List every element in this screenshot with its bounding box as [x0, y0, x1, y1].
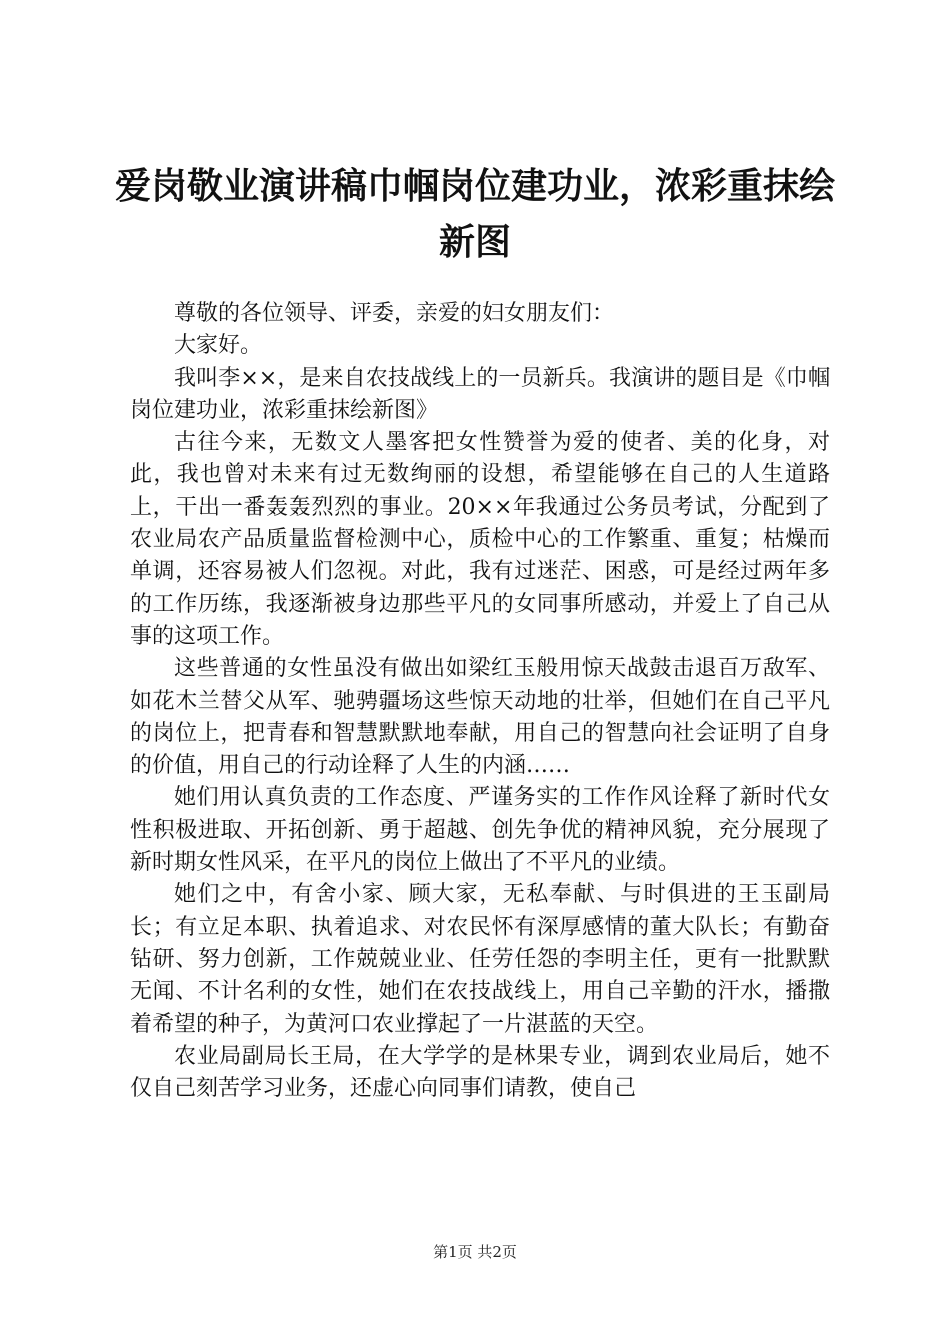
- document-body: [130, 298, 830, 1105]
- body-paragraph: 古往今来，无数文人墨客把女性赞誉为爱的使者、美的化身，对此，我也曾对未来有过无数绚丽的设想，希望能够在自己的人生道路上，干出一番轰轰烈烈的事业。20××年我通过公务员考试，分配到了农业局农产品质量监督检测中心，质检中心的工作繁重、重复；枯燥而单调，还容易被人们忽视。对此，我有过迷茫、困惑，可是经过两年多的工作历练，我逐渐被身边那些平凡的女同事所感动，并爱上了自己从事的这项工作。: [130, 430, 830, 649]
- body-paragraph: 她们用认真负责的工作态度、严谨务实的工作作风诠释了新时代女性积极进取、开拓创新、勇于超越、创先争优的精神风貌，充分展现了新时期女性风采，在平凡的岗位上做出了不平凡的业绩。: [130, 785, 830, 876]
- body-paragraph: 农业局副局长王局，在大学学的是林果专业，调到农业局后，她不仅自己刻苦学习业务，还虚心向同事们请教，使自己: [130, 1043, 830, 1102]
- body-paragraph: 这些普通的女性虽没有做出如梁红玉般用惊天战鼓击退百万敌军、如花木兰替父从军、驰骋疆场这些惊天动地的壮举，但她们在自己平凡的岗位上，把青春和智慧默默地奉献，用自己的智慧向社会证明了自身的价值，用自己的行动诠释了人生的内涵……: [130, 656, 830, 779]
- document-title-line-1: 爱岗敬业演讲稿巾帼岗位建功业，浓彩重抹绘: [114, 165, 835, 207]
- body-paragraph: 她们之中，有舍小家、顾大家，无私奉献、与时俱进的王玉副局长；有立足本职、执着追求、对农民怀有深厚感情的董大队长；有勤奋钻研、努力创新，工作兢兢业业、任劳任怨的李明主任，更有一批默默无闻、不计名利的女性，她们在农技战线上，用自己辛勤的汗水，播撒着希望的种子，为黄河口农业撑起了一片湛蓝的天空。: [130, 882, 830, 1037]
- body-paragraph: 我叫李××，是来自农技战线上的一员新兵。我演讲的题目是《巾帼岗位建功业，浓彩重抹绘新图》: [130, 365, 830, 423]
- salutation-paragraph: 尊敬的各位领导、评委，亲爱的妇女朋友们：: [174, 301, 615, 326]
- greeting-paragraph: 大家好。: [174, 333, 263, 359]
- page-footer: 第1页 共2页: [433, 1243, 517, 1261]
- document-title-line-2: 新图: [438, 221, 511, 263]
- document-title: [110, 158, 840, 270]
